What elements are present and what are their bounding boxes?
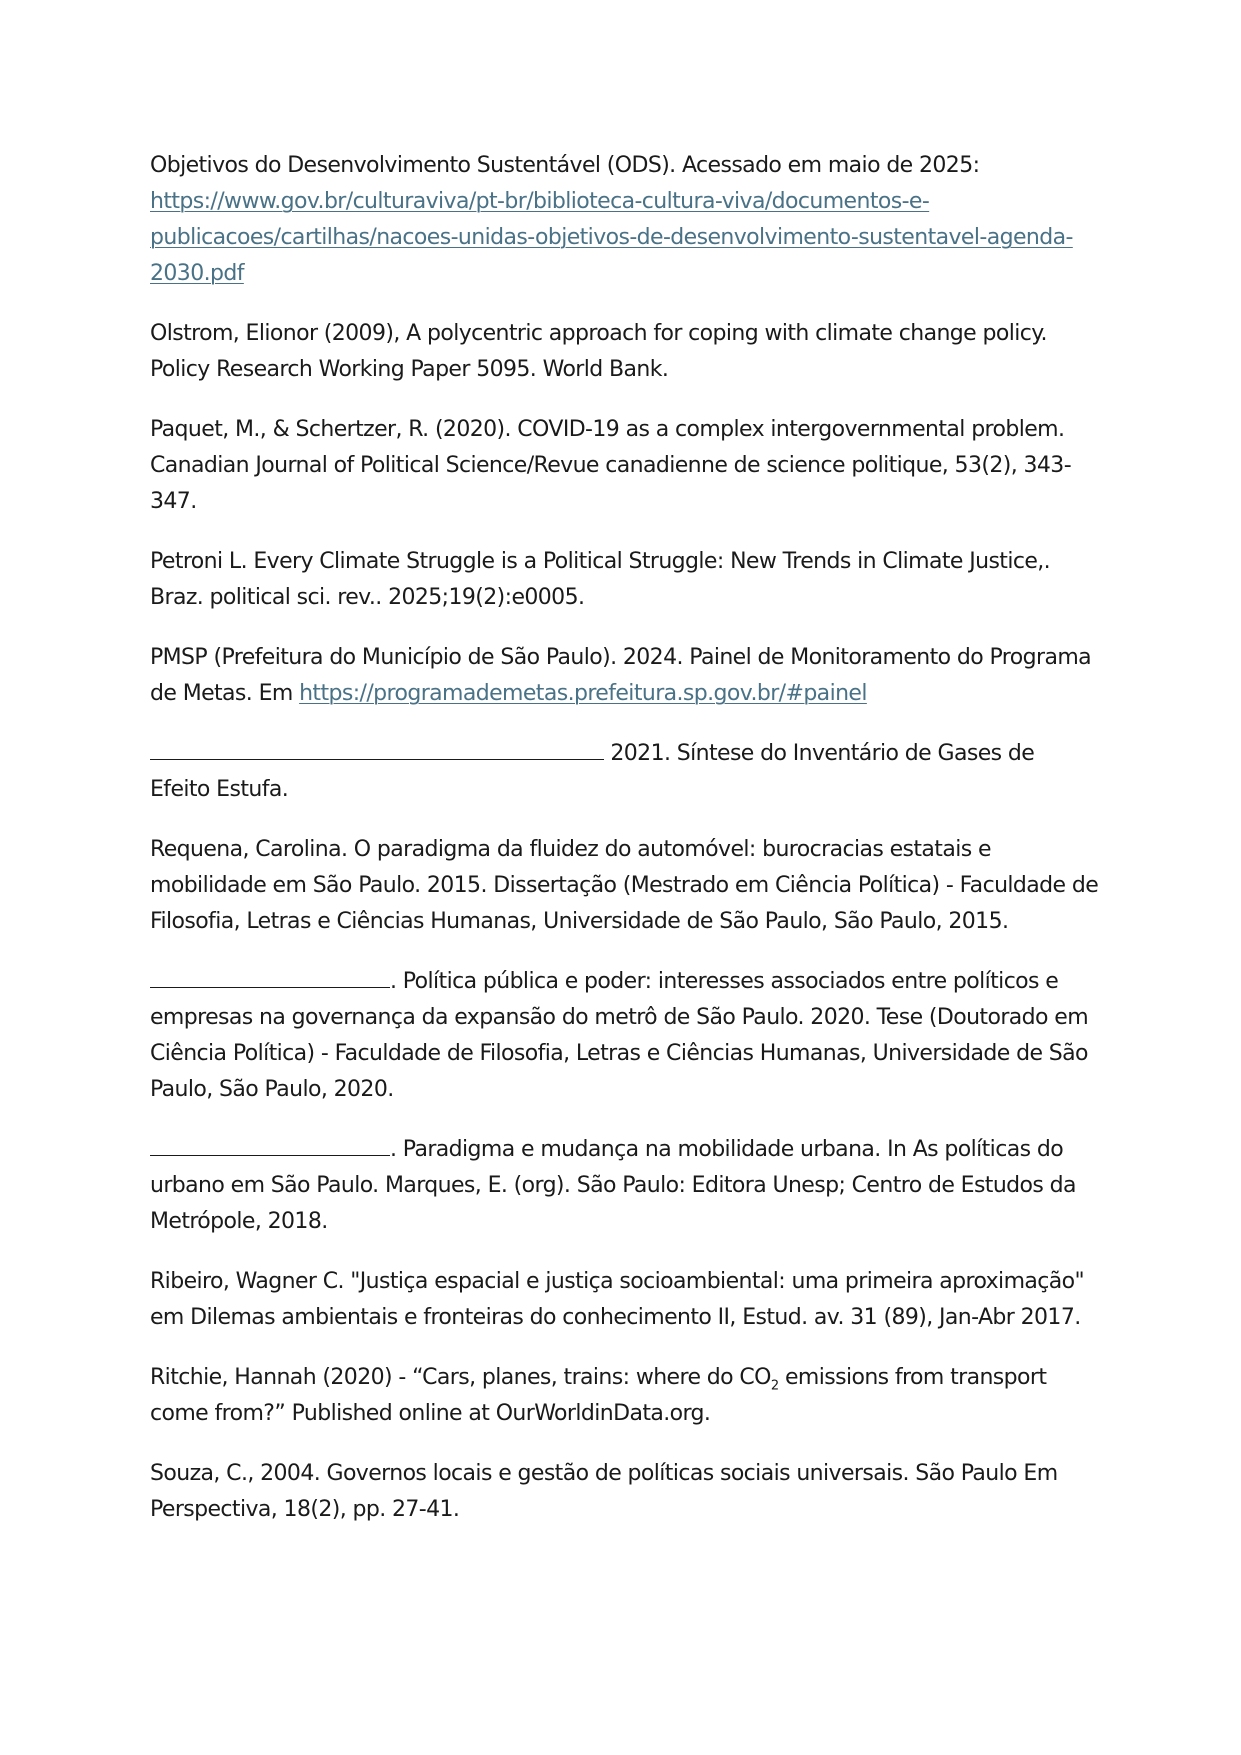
reference-link-pmsp[interactable]: https://programademetas.prefeitura.sp.gov.br/#painel (299, 681, 867, 706)
reference-text: PMSP (Prefeitura do Município de São Paulo). 2024. Painel de Monitoramento do Programa de Metas. Em (150, 645, 1092, 706)
reference-text: Paquet, M., & Schertzer, R. (2020). COVID-19 as a complex intergovernmental problem. Canadian Journal of Political Science/Revue canadienne de science politique, 53(2), 343-347. (150, 417, 1072, 514)
author-repeat-rule (150, 1155, 390, 1156)
reference-text: Souza, C., 2004. Governos locais e gestão de políticas sociais universais. São Paulo Em Perspectiva, 18(2), pp. 27-41. (150, 1461, 1058, 1522)
reference-olstrom (150, 316, 1100, 388)
author-repeat-rule (150, 759, 604, 760)
author-repeat-rule (150, 987, 390, 988)
reference-requena-2018 (150, 1132, 1100, 1240)
subscript: 2 (770, 1378, 779, 1394)
reference-link-ods[interactable]: https://www.gov.br/culturaviva/pt-br/biblioteca-cultura-viva/documentos-e-publicacoes/cartilhas/nacoes-unidas-objetivos-de-desenvolvimento-sustentavel-agenda-2030.pdf (150, 189, 1073, 286)
reference-text: Olstrom, Elionor (2009), A polycentric approach for coping with climate change policy. Policy Research Working Paper 5095. World Bank. (150, 321, 1047, 382)
reference-petroni (150, 544, 1100, 616)
reference-ritchie (150, 1360, 1100, 1432)
reference-text: Petroni L. Every Climate Struggle is a Political Struggle: New Trends in Climate Justice,. Braz. political sci. rev.. 2025;19(2):e0005. (150, 549, 1051, 610)
reference-paquet (150, 412, 1100, 520)
reference-list (150, 148, 1100, 1552)
reference-text: 2021. Síntese do Inventário de Gases de Efeito Estufa. (150, 741, 1035, 802)
reference-text: . Paradigma e mudança na mobilidade urbana. In As políticas do urbano em São Paulo. Marques, E. (org). São Paulo: Editora Unesp; Centro de Estudos da Metrópole, 2018. (150, 1137, 1076, 1234)
reference-ribeiro (150, 1264, 1100, 1336)
reference-text: Ritchie, Hannah (2020) - “Cars, planes, trains: where do CO (150, 1365, 771, 1390)
reference-text: . Política pública e poder: interesses associados entre políticos e empresas na governança da expansão do metrô de São Paulo. 2020. Tese (Doutorado em Ciência Política) - Faculdade de Filosofia, Letras e Ciências Humanas, Universidade de São Paulo, São Paulo, 2020. (150, 969, 1089, 1102)
reference-souza (150, 1456, 1100, 1528)
reference-ods (150, 148, 1100, 292)
reference-requena-2015 (150, 832, 1100, 940)
reference-pmsp-2021 (150, 736, 1100, 808)
reference-text: emissions from transport come from?” Published online at OurWorldinData.org. (150, 1365, 1047, 1426)
reference-text: Objetivos do Desenvolvimento Sustentável (ODS). Acessado em maio de 2025: (150, 153, 980, 178)
reference-pmsp-2024 (150, 640, 1100, 712)
reference-requena-2020 (150, 964, 1100, 1108)
reference-text: Ribeiro, Wagner C. "Justiça espacial e justiça socioambiental: uma primeira aproximação" em Dilemas ambientais e fronteiras do conhecimento II, Estud. av. 31 (89), Jan-Abr 2017. (150, 1269, 1085, 1330)
reference-text: Requena, Carolina. O paradigma da fluidez do automóvel: burocracias estatais e mobilidade em São Paulo. 2015. Dissertação (Mestrado em Ciência Política) - Faculdade de Filosofia, Letras e Ciências Humanas, Universidade de São Paulo, São Paulo, 2015. (150, 837, 1099, 934)
